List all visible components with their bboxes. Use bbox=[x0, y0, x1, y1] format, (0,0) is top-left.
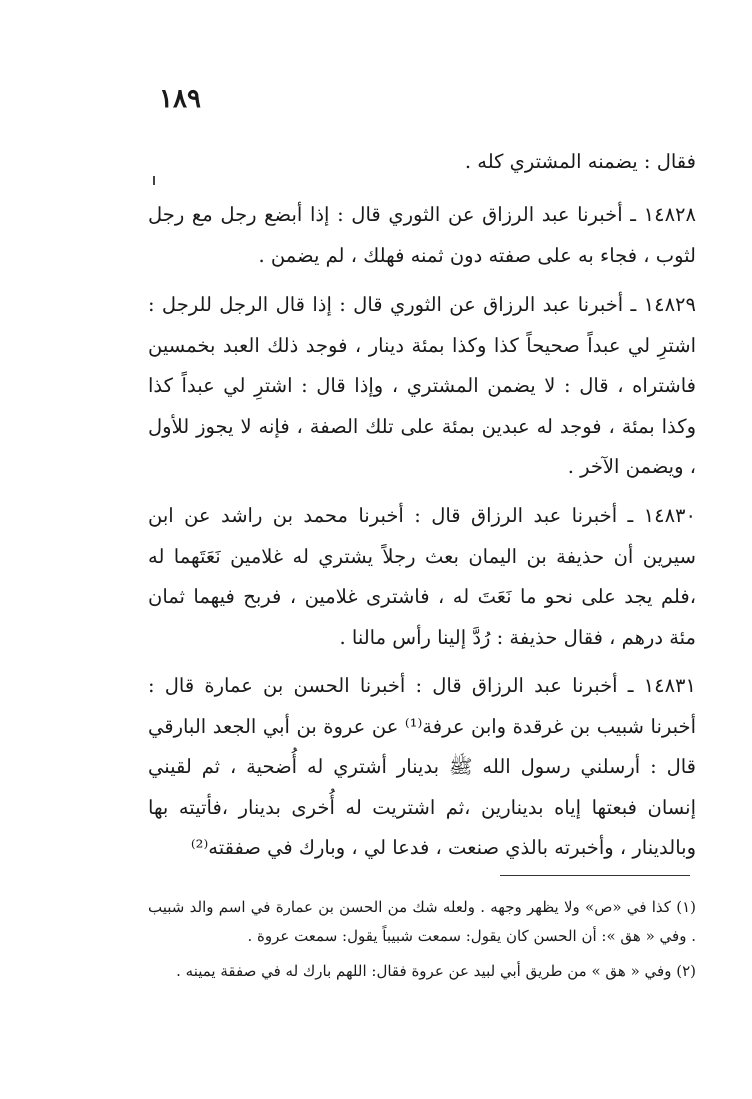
paragraph-text: فقال : يضمنه المشتري كله . bbox=[464, 150, 696, 173]
hadith-14829 bbox=[148, 285, 696, 488]
hadith-14830 bbox=[148, 496, 696, 658]
paragraph-text: ١٤٨٣٠ ـ أخبرنا عبد الرزاق قال : أخبرنا محمد بن راشد عن ابن سيرين أن حذيفة بن اليمان بعث رجلاً يشتري له غلامين نَعَتَهما له ،فلم يجد على نحو ما نَعَتَ له ، فاشترى غلامين ، فربح فيهما ثمان مئة درهم ، فقال حذيفة : رُدَّ إلينا رأس مالنا . bbox=[148, 504, 696, 649]
footnote-1: (١) كذا في «ص» ولا يظهر وجهه . ولعله شك من الحسن بن عمارة في اسم والد شبيب . وفي « هق »: أن الحسن كان يقول: سمعت شبيباً يقول: سمعت عروة . bbox=[148, 898, 696, 945]
paragraph-text: ١٤٨٢٩ ـ أخبرنا عبد الرزاق عن الثوري قال : إذا قال الرجل للرجل : اشترِ لي عبداً صحيحاً كذا وكذا بمئة دينار ، فوجد ذلك العبد بخمسين فاشتراه ، قال : لا يضمن المشتري ، وإذا قال : اشترِ لي عبداً كذا وكذا بمئة ، فوجد له عبدين بمئة على تلك الصفة ، فإنه لا يجوز للأول ، ويضمن الآخر . bbox=[148, 293, 696, 478]
paragraph-continuation bbox=[148, 142, 696, 183]
footnote-2: (٢) وفي « هق » من طريق أبي لبيد عن عروة فقال: اللهم بارك له في صفقة يمينه . bbox=[176, 962, 696, 980]
paragraph-text: ١٤٨٣١ ـ أخبرنا عبد الرزاق قال : أخبرنا الحسن بن عمارة قال : أخبرنا شبيب بن غرقدة وابن عرفة⁽¹⁾ عن عروة بن أبي الجعد البارقي قال : أرسلني رسول الله ﷺ بدينار أشتري له أُضحية ، ثم لقيني إنسان فبعتها إياه بدينارين ،ثم اشتريت له أُخرى بدينار ،فأتيته بها وبالدينار ، وأخبرته بالذي صنعت ، فدعا لي ، وبارك في صفقته⁽²⁾ bbox=[148, 674, 696, 859]
footnote-divider bbox=[500, 875, 690, 876]
footnotes bbox=[148, 893, 696, 986]
page-number: ١٨٩ bbox=[159, 84, 201, 114]
paragraph-text: ١٤٨٢٨ ـ أخبرنا عبد الرزاق عن الثوري قال : إذا أبضع رجل مع رجل لثوب ، فجاء به على صفته دون ثمنه فهلك ، لم يضمن . bbox=[148, 203, 696, 267]
hadith-14828 bbox=[148, 195, 696, 276]
hadith-14831 bbox=[148, 666, 696, 869]
